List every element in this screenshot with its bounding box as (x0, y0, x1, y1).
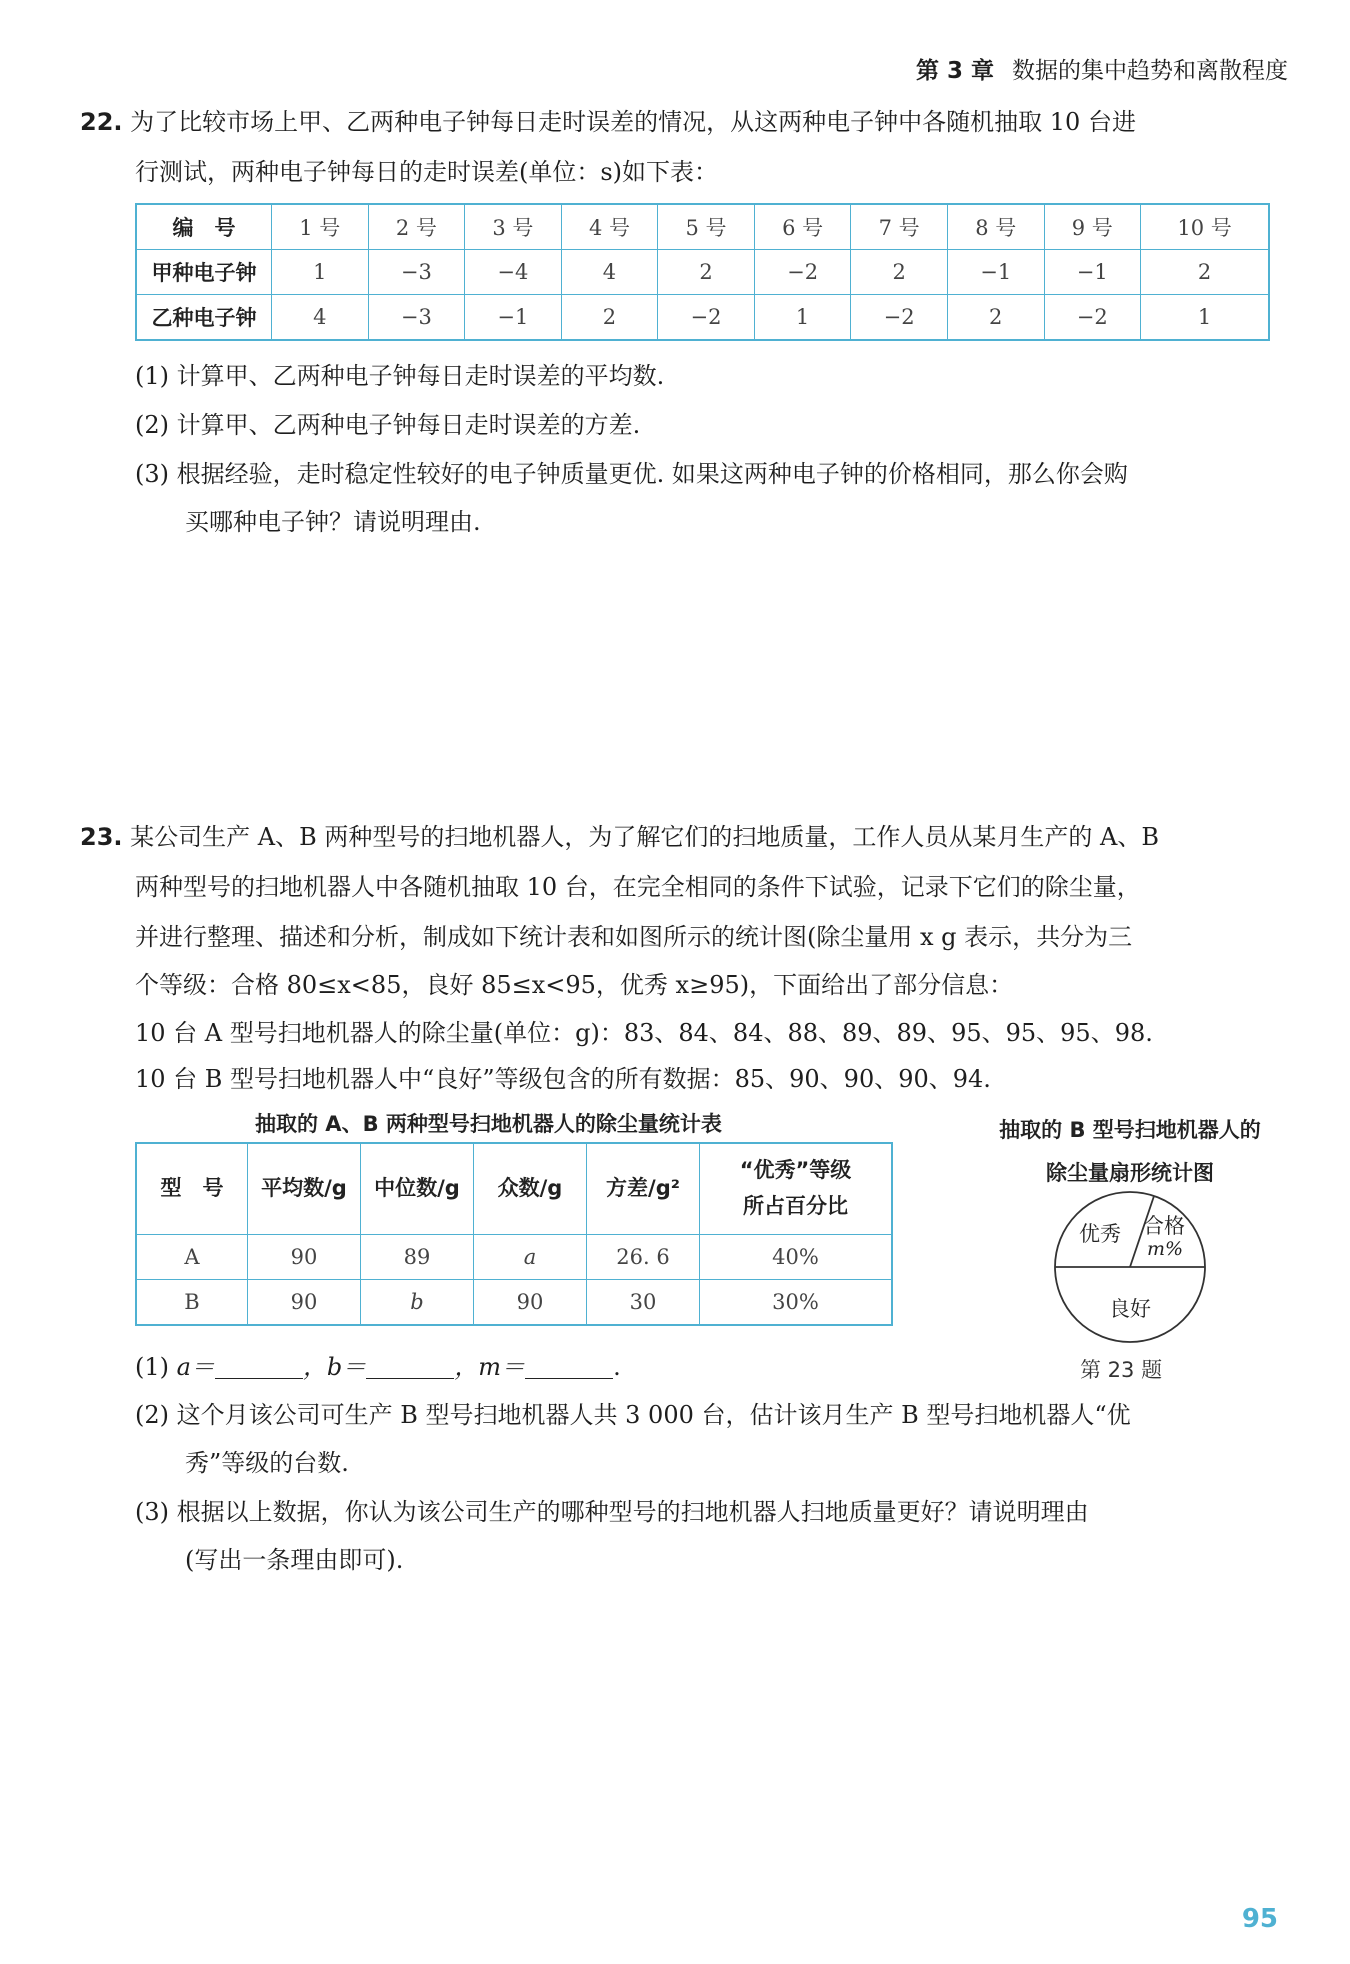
table-cell: −3 (368, 295, 465, 341)
q22-text-1: 为了比较市场上甲、乙两种电子钟每日走时误差的情况，从这两种电子钟中各随机抽取 10 台进 (130, 108, 1136, 136)
table-cell: −1 (1044, 250, 1141, 295)
table-cell: 5 号 (658, 204, 755, 250)
table-cell: 9 号 (1044, 204, 1141, 250)
table-row (136, 250, 1269, 295)
table-row (136, 1235, 892, 1280)
table-cell: 2 (658, 250, 755, 295)
table-cell: 1 (1141, 295, 1269, 341)
q22-sub-1: (1) 计算甲、乙两种电子钟每日走时误差的平均数. (135, 362, 665, 390)
table-cell: −2 (658, 295, 755, 341)
q23-text-4: 个等级：合格 80≤x<85，良好 85≤x<95，优秀 x≥95)，下面给出了部分信息： (135, 971, 1014, 999)
table-cell: 2 (947, 295, 1044, 341)
running-header (916, 52, 1288, 85)
q22-sub-3b: 买哪种电子钟？请说明理由. (185, 508, 481, 536)
table-cell: 2 (851, 250, 948, 295)
table-row (136, 1143, 892, 1235)
table-cell: A (136, 1235, 248, 1280)
table-header-cell: 型 号 (136, 1143, 248, 1235)
table-cell: 40% (700, 1235, 893, 1280)
sub1-a-label: a＝ (176, 1353, 215, 1381)
table-cell: 1 (272, 250, 369, 295)
table-cell: 1 (754, 295, 851, 341)
q23-text-3: 并进行整理、描述和分析，制成如下统计表和如图所示的统计图(除尘量用 x g 表示，共分为三 (135, 923, 1133, 951)
sub1-end: . (613, 1353, 621, 1381)
table-cell: b (361, 1280, 474, 1326)
table-cell: B (136, 1280, 248, 1326)
q23-text-6: 10 台 B 型号扫地机器人中“良好”等级包含的所有数据：85、90、90、90、94. (135, 1065, 991, 1093)
pie-label-excellent: 优秀 (1079, 1222, 1121, 1246)
table-cell: 2 (561, 295, 658, 341)
table-cell: 6 号 (754, 204, 851, 250)
table-header-cell: 中位数/g (361, 1143, 474, 1235)
q23-table (135, 1142, 893, 1326)
table-cell: −2 (1044, 295, 1141, 341)
figure-label: 第 23 题 (1080, 1358, 1163, 1382)
table-cell: −1 (947, 250, 1044, 295)
pie-label-pass: 合格 (1143, 1214, 1185, 1238)
pie-label-good: 良好 (1109, 1297, 1151, 1321)
sub1-prefix: (1) (135, 1353, 177, 1381)
table-cell: 4 号 (561, 204, 658, 250)
answer-blank-b[interactable] (366, 1354, 454, 1379)
table-cell: 7 号 (851, 204, 948, 250)
table-cell: a (474, 1235, 587, 1280)
answer-blank-a[interactable] (215, 1354, 303, 1379)
chapter-title: 数据的集中趋势和离散程度 (1012, 58, 1288, 84)
q22-table (135, 203, 1270, 341)
table-header-cell: 平均数/g (248, 1143, 361, 1235)
pie-chart (1040, 1185, 1240, 1355)
q23-sub-1 (135, 1354, 621, 1379)
page-number: 95 (1241, 1904, 1278, 1934)
q23-sub-3a: (3) 根据以上数据，你认为该公司生产的哪种型号的扫地机器人扫地质量更好？请说明理由 (135, 1498, 1089, 1526)
table-cell: 8 号 (947, 204, 1044, 250)
table-row (136, 295, 1269, 341)
table-cell: 3 号 (465, 204, 562, 250)
table-cell: 30% (700, 1280, 893, 1326)
table-cell: −2 (851, 295, 948, 341)
q23-text-2: 两种型号的扫地机器人中各随机抽取 10 台，在完全相同的条件下试验，记录下它们的除尘量， (135, 873, 1141, 901)
table-cell: 90 (248, 1280, 361, 1326)
q23-sub-3b: (写出一条理由即可). (185, 1546, 404, 1574)
table-cell: −3 (368, 250, 465, 295)
pie-caption-2: 除尘量扇形统计图 (1046, 1161, 1214, 1185)
q22-sub-3a: (3) 根据经验，走时稳定性较好的电子钟质量更优. 如果这两种电子钟的价格相同，那么你会购 (135, 460, 1128, 488)
q23-sub-2b: 秀”等级的台数. (185, 1449, 349, 1477)
table-cell: 90 (474, 1280, 587, 1326)
table-cell: 2 (1141, 250, 1269, 295)
q23-number: 23. (80, 823, 123, 851)
table-header-cell: 方差/g² (587, 1143, 700, 1235)
table-header-cell: 编 号 (136, 204, 272, 250)
row-label: 乙种电子钟 (136, 295, 272, 341)
table-header-cell (700, 1143, 893, 1235)
q22-sub-2: (2) 计算甲、乙两种电子钟每日走时误差的方差. (135, 411, 641, 439)
q22-line-1 (80, 110, 1136, 134)
row-label: 甲种电子钟 (136, 250, 272, 295)
sub1-m-label: ，m＝ (454, 1353, 526, 1381)
table-cell: 30 (587, 1280, 700, 1326)
q23-text-1: 某公司生产 A、B 两种型号的扫地机器人，为了解它们的扫地质量，工作人员从某月生产的 A、B (130, 823, 1159, 851)
table-row (136, 204, 1269, 250)
table-cell: 1 号 (272, 204, 369, 250)
chapter-number: 第 3 章 (915, 58, 994, 84)
table-cell: −2 (754, 250, 851, 295)
header-line: 所占百分比 (743, 1194, 848, 1218)
table-cell: 89 (361, 1235, 474, 1280)
table-cell: 10 号 (1141, 204, 1269, 250)
header-line: “优秀”等级 (739, 1158, 852, 1183)
sub1-b-label: ，b＝ (302, 1353, 367, 1381)
table-cell: 26. 6 (587, 1235, 700, 1280)
q23-text-5: 10 台 A 型号扫地机器人的除尘量(单位：g)：83、84、84、88、89、89、95、95、95、98. (135, 1019, 1153, 1047)
table-cell: −4 (465, 250, 562, 295)
q23-sub-2a: (2) 这个月该公司可生产 B 型号扫地机器人共 3 000 台，估计该月生产 B 型号扫地机器人“优 (135, 1401, 1131, 1429)
table-cell: 2 号 (368, 204, 465, 250)
q23-line-1 (80, 825, 1159, 849)
pie-label-pass-pct: m% (1146, 1238, 1184, 1260)
table-header-cell: 众数/g (474, 1143, 587, 1235)
q22-text-2: 行测试，两种电子钟每日的走时误差(单位：s)如下表： (135, 158, 719, 186)
table-cell: −1 (465, 295, 562, 341)
table-row (136, 1280, 892, 1326)
answer-blank-m[interactable] (525, 1354, 613, 1379)
pie-caption-1: 抽取的 B 型号扫地机器人的 (999, 1118, 1261, 1142)
q23-table-caption: 抽取的 A、B 两种型号扫地机器人的除尘量统计表 (255, 1112, 722, 1136)
table-cell: 4 (272, 295, 369, 341)
table-cell: 90 (248, 1235, 361, 1280)
q22-number: 22. (80, 108, 123, 136)
table-cell: 4 (561, 250, 658, 295)
